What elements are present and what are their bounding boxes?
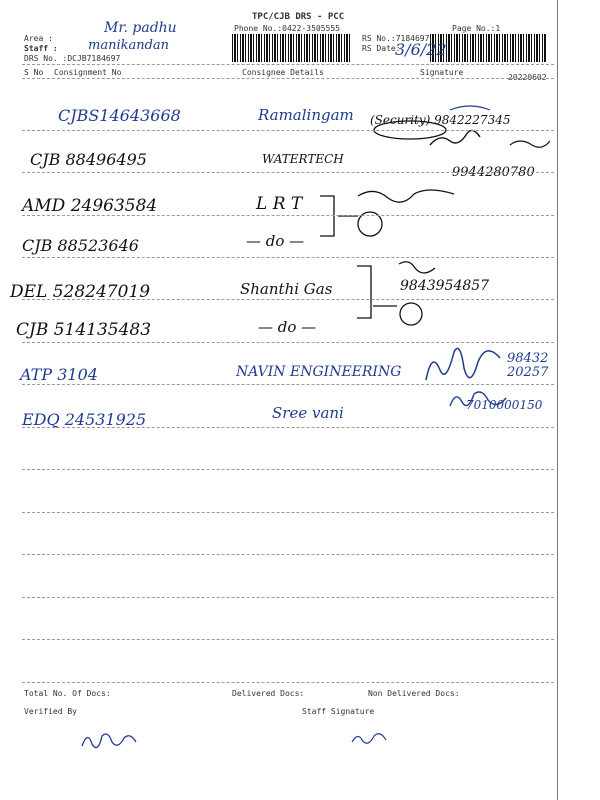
verified-by-label: Verified By bbox=[24, 707, 77, 716]
row-line bbox=[22, 257, 554, 258]
row-3-consignee: L R T bbox=[256, 194, 303, 214]
staff-signature-label: Staff Signature bbox=[302, 707, 375, 716]
row-5-note: 9843954857 bbox=[400, 278, 490, 294]
row-8-consignment: EDQ 24531925 bbox=[22, 410, 147, 429]
barcode-left bbox=[232, 34, 352, 62]
row-8-note: 7010000150 bbox=[466, 398, 543, 412]
rs-date-label: RS Date: bbox=[362, 44, 401, 53]
staff-label: Staff : bbox=[24, 44, 58, 53]
area-handwritten: Mr. padhu bbox=[104, 20, 177, 36]
row-line bbox=[22, 639, 554, 640]
delivered-docs-label: Delivered Docs: bbox=[232, 689, 305, 698]
rs-date-handwritten: 3/6/22 bbox=[395, 40, 447, 59]
staff-signature bbox=[350, 730, 390, 746]
row-line bbox=[22, 469, 554, 470]
row-1-note: (Security) 9842227345 bbox=[370, 113, 511, 127]
row-line bbox=[22, 512, 554, 513]
row-line bbox=[22, 342, 554, 343]
row-7-signature-mark bbox=[420, 344, 510, 388]
total-docs-label: Total No. Of Docs: bbox=[24, 689, 111, 698]
row-1-consignment: CJBS14643668 bbox=[58, 106, 181, 125]
column-header-divider bbox=[22, 78, 554, 79]
row-line bbox=[22, 299, 554, 300]
row-line bbox=[22, 384, 554, 385]
phone-number: Phone No.:0422-3505555 bbox=[234, 24, 340, 33]
col-signature: Signature bbox=[420, 68, 464, 77]
rs-number: RS No.:7184697 bbox=[362, 34, 430, 43]
row-5-consignee: Shanthi Gas bbox=[240, 280, 333, 298]
row-3-4-signature-mark bbox=[318, 188, 458, 248]
row-1-consignee: Ramalingam bbox=[258, 106, 354, 124]
row-6-consignment: CJB 514135483 bbox=[16, 320, 152, 340]
area-label: Area : bbox=[24, 34, 53, 43]
row-7-consignment: ATP 3104 bbox=[20, 365, 98, 384]
row-line bbox=[22, 427, 554, 428]
col-consignee-details: Consignee Details bbox=[242, 68, 324, 77]
row-8-consignee: Sree vani bbox=[272, 404, 344, 422]
header-divider bbox=[22, 64, 554, 65]
row-2-consignee: WATERTECH bbox=[262, 152, 344, 166]
page-number: Page No.:1 bbox=[452, 24, 501, 33]
row-line bbox=[22, 215, 554, 216]
row-4-consignee: — do — bbox=[246, 232, 305, 250]
row-4-consignment: CJB 88523646 bbox=[22, 236, 139, 255]
row-line bbox=[22, 554, 554, 555]
row-5-consignment: DEL 528247019 bbox=[10, 282, 151, 302]
row-7-note: 98432 20257 bbox=[507, 351, 549, 380]
verifier-signature bbox=[80, 728, 140, 750]
non-delivered-docs-label: Non Delivered Docs: bbox=[368, 689, 460, 698]
row-line bbox=[22, 682, 554, 683]
row-8-signature-mark bbox=[448, 388, 508, 410]
staff-handwritten: manikandan bbox=[88, 38, 170, 53]
form-title: TPC/CJB DRS - PCC bbox=[252, 12, 345, 22]
row-7-consignee: NAVIN ENGINEERING bbox=[236, 364, 402, 380]
row-3-consignment: AMD 24963584 bbox=[22, 196, 158, 216]
row-3-note: 9944280780 bbox=[452, 165, 535, 180]
row-6-consignee: — do — bbox=[258, 318, 317, 336]
col-consignment-no: Consignment No bbox=[54, 68, 122, 77]
drs-number: DRS No. :DCJB7184697 bbox=[24, 54, 121, 63]
row-line bbox=[22, 130, 554, 131]
barcode-right bbox=[430, 34, 546, 62]
row-5-6-signature-mark bbox=[355, 258, 445, 330]
row-2-consignment: CJB 88496495 bbox=[30, 150, 147, 169]
row-line bbox=[22, 597, 554, 598]
row-line bbox=[22, 172, 554, 173]
col-s-no: S No bbox=[24, 68, 44, 77]
date-code: 20220602 bbox=[508, 73, 547, 82]
